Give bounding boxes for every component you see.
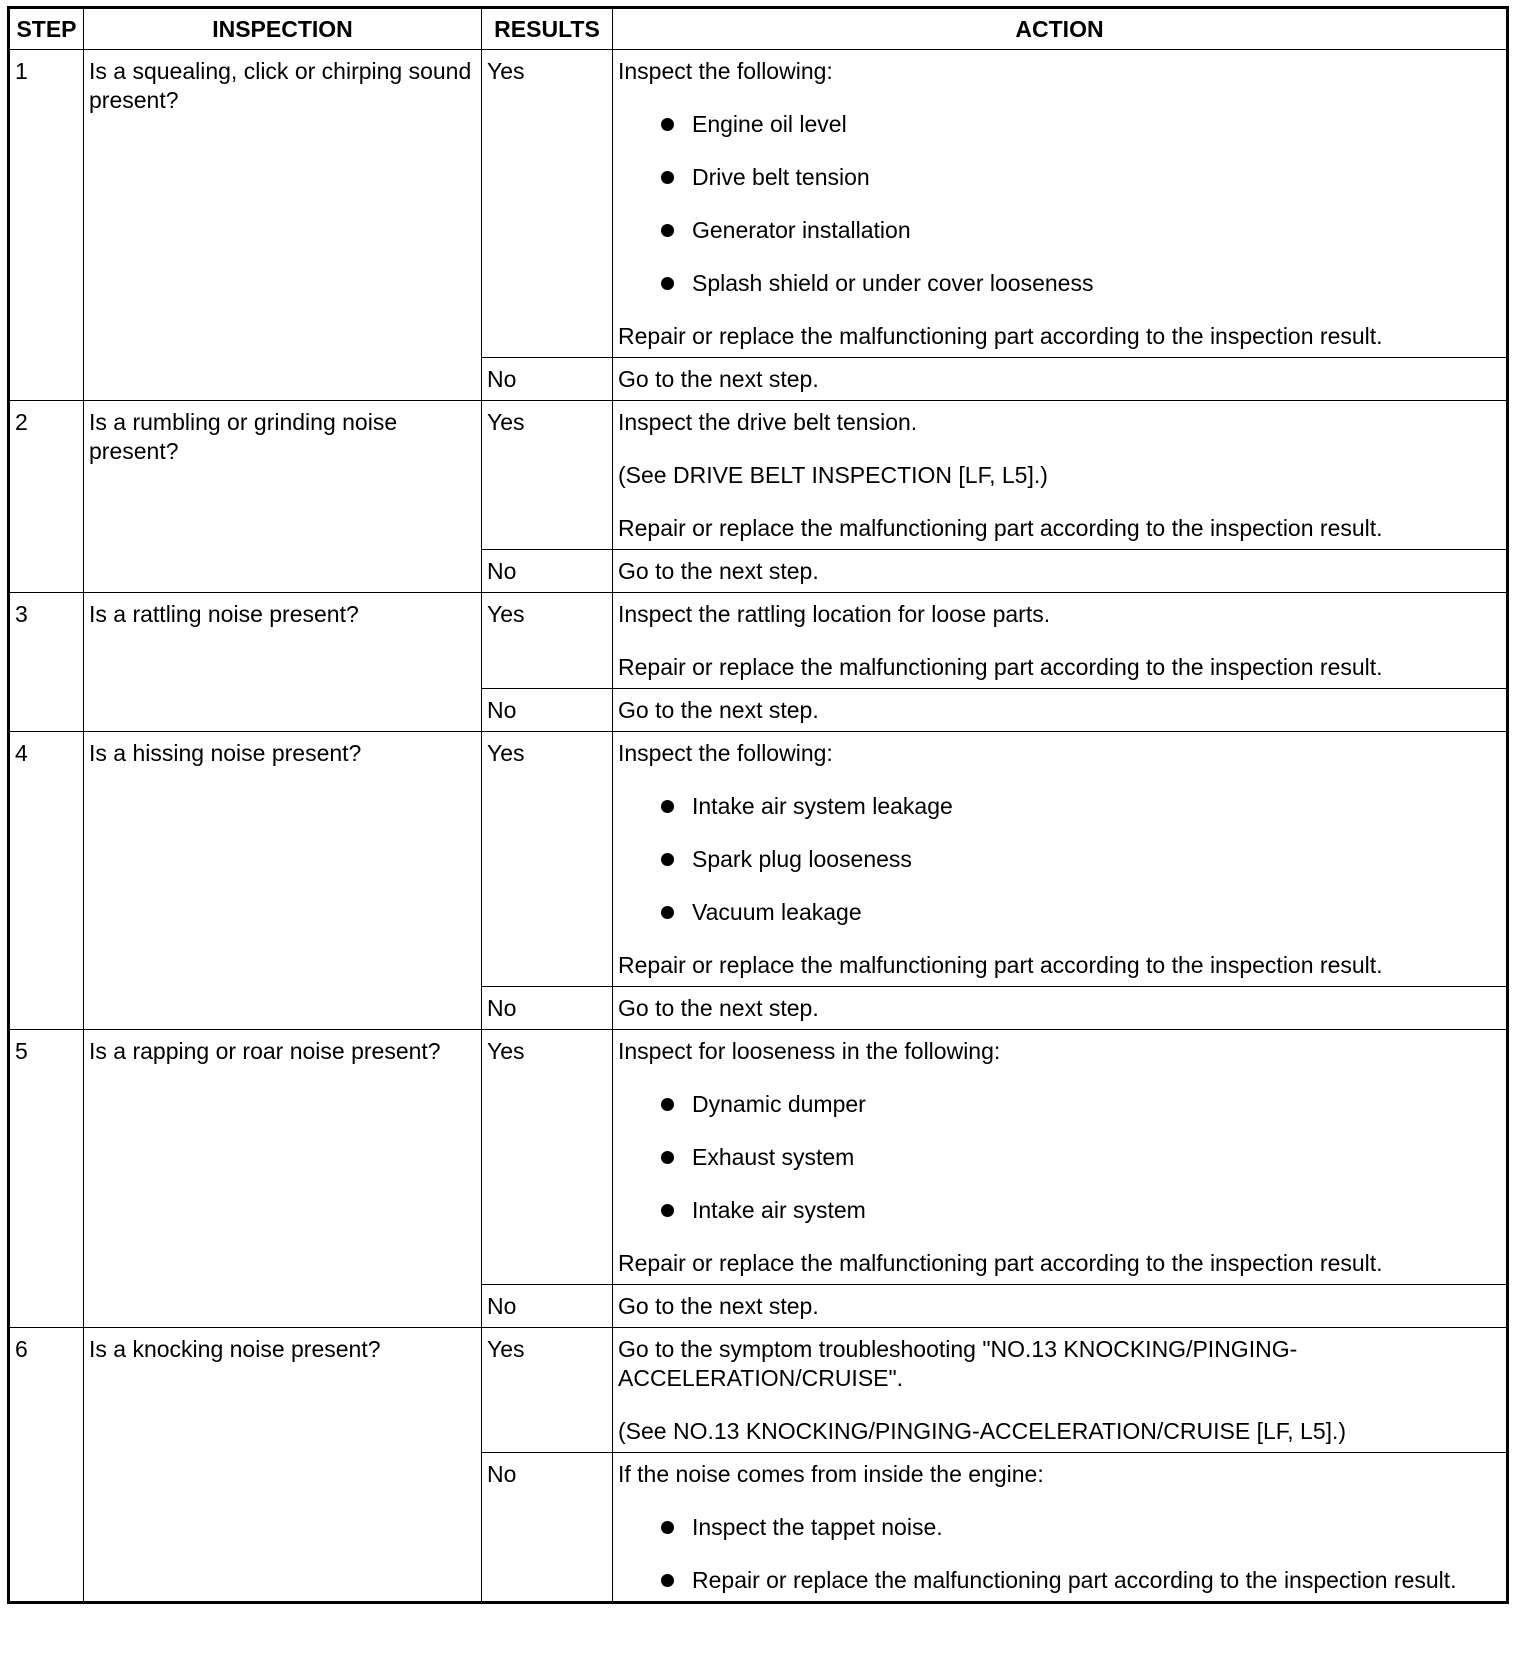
bullet-item: Generator installation: [658, 216, 1501, 245]
header-row: [9, 8, 1508, 50]
action-no: Go to the next step.: [613, 689, 1508, 732]
action-yes: [613, 401, 1508, 550]
result-no: No: [482, 987, 613, 1030]
result-yes: Yes: [482, 401, 613, 550]
action-final: Repair or replace the malfunctioning part according to the inspection result.: [618, 515, 1383, 541]
action-intro: Inspect the following:: [618, 58, 833, 84]
inspection-question: Is a rumbling or grinding noise present?: [84, 401, 482, 593]
action-no: [613, 1453, 1508, 1603]
inspection-question: Is a hissing noise present?: [84, 732, 482, 1030]
step-4-yes-row: [9, 732, 1508, 987]
action-final: Repair or replace the malfunctioning part according to the inspection result.: [618, 323, 1383, 349]
bullet-item: Dynamic dumper: [658, 1090, 1501, 1119]
result-no: No: [482, 358, 613, 401]
step-number: 1: [9, 50, 84, 401]
bullet-icon: [661, 1204, 674, 1217]
bullet-icon: [661, 1521, 674, 1534]
result-yes: Yes: [482, 50, 613, 358]
action-yes: [613, 50, 1508, 358]
step-number: 2: [9, 401, 84, 593]
action-final: Repair or replace the malfunctioning part according to the inspection result.: [618, 1250, 1383, 1276]
bullet-item: Engine oil level: [658, 110, 1501, 139]
header-step: STEP: [9, 8, 84, 50]
bullet-item: Intake air system leakage: [658, 792, 1501, 821]
action-no: Go to the next step.: [613, 1285, 1508, 1328]
bullet-list: [618, 1090, 1501, 1225]
action-no: Go to the next step.: [613, 987, 1508, 1030]
result-no: No: [482, 550, 613, 593]
action-final: Repair or replace the malfunctioning part according to the inspection result.: [618, 952, 1383, 978]
action-yes: [613, 732, 1508, 987]
step-number: 6: [9, 1328, 84, 1603]
header-results: RESULTS: [482, 8, 613, 50]
bullet-item: Repair or replace the malfunctioning part according to the inspection result.: [658, 1566, 1501, 1595]
bullet-icon: [661, 1151, 674, 1164]
action-line: Inspect the drive belt tension.: [618, 409, 918, 435]
bullet-item: Vacuum leakage: [658, 898, 1501, 927]
action-line: Inspect the rattling location for loose parts.: [618, 601, 1051, 627]
step-number: 5: [9, 1030, 84, 1328]
action-intro: If the noise comes from inside the engine:: [618, 1461, 1044, 1487]
result-no: No: [482, 1285, 613, 1328]
bullet-item: Inspect the tappet noise.: [658, 1513, 1501, 1542]
result-no: No: [482, 1453, 613, 1603]
bullet-item: Splash shield or under cover looseness: [658, 269, 1501, 298]
bullet-icon: [661, 853, 674, 866]
header-action: ACTION: [613, 8, 1508, 50]
result-yes: Yes: [482, 593, 613, 689]
step-1-yes-row: [9, 50, 1508, 358]
step-2-yes-row: [9, 401, 1508, 550]
bullet-item: Exhaust system: [658, 1143, 1501, 1172]
bullet-list: [618, 110, 1501, 298]
bullet-icon: [661, 171, 674, 184]
troubleshooting-table: [7, 6, 1509, 1604]
bullet-item: Intake air system: [658, 1196, 1501, 1225]
result-yes: Yes: [482, 1328, 613, 1453]
bullet-list: [618, 1513, 1501, 1595]
result-yes: Yes: [482, 732, 613, 987]
bullet-icon: [661, 118, 674, 131]
action-intro: Inspect for looseness in the following:: [618, 1038, 1001, 1064]
step-5-yes-row: [9, 1030, 1508, 1285]
inspection-question: Is a squealing, click or chirping sound present?: [84, 50, 482, 401]
bullet-list: [618, 792, 1501, 927]
action-reference: (See NO.13 KNOCKING/PINGING-ACCELERATION/CRUISE [LF, L5].): [618, 1418, 1347, 1444]
bullet-icon: [661, 1098, 674, 1111]
action-yes: [613, 1328, 1508, 1453]
action-no: Go to the next step.: [613, 550, 1508, 593]
step-number: 4: [9, 732, 84, 1030]
inspection-question: Is a rattling noise present?: [84, 593, 482, 732]
action-yes: [613, 593, 1508, 689]
action-line: Go to the symptom troubleshooting "NO.13 KNOCKING/PINGING-ACCELERATION/CRUISE".: [618, 1336, 1298, 1391]
action-reference: (See DRIVE BELT INSPECTION [LF, L5].): [618, 462, 1048, 488]
action-final: Repair or replace the malfunctioning part according to the inspection result.: [618, 654, 1383, 680]
bullet-icon: [661, 906, 674, 919]
step-6-yes-row: [9, 1328, 1508, 1453]
bullet-icon: [661, 224, 674, 237]
bullet-icon: [661, 800, 674, 813]
action-intro: Inspect the following:: [618, 740, 833, 766]
header-inspection: INSPECTION: [84, 8, 482, 50]
action-yes: [613, 1030, 1508, 1285]
bullet-icon: [661, 277, 674, 290]
step-3-yes-row: [9, 593, 1508, 689]
action-no: Go to the next step.: [613, 358, 1508, 401]
bullet-icon: [661, 1574, 674, 1587]
step-number: 3: [9, 593, 84, 732]
inspection-question: Is a knocking noise present?: [84, 1328, 482, 1603]
inspection-question: Is a rapping or roar noise present?: [84, 1030, 482, 1328]
result-no: No: [482, 689, 613, 732]
bullet-item: Spark plug looseness: [658, 845, 1501, 874]
result-yes: Yes: [482, 1030, 613, 1285]
bullet-item: Drive belt tension: [658, 163, 1501, 192]
